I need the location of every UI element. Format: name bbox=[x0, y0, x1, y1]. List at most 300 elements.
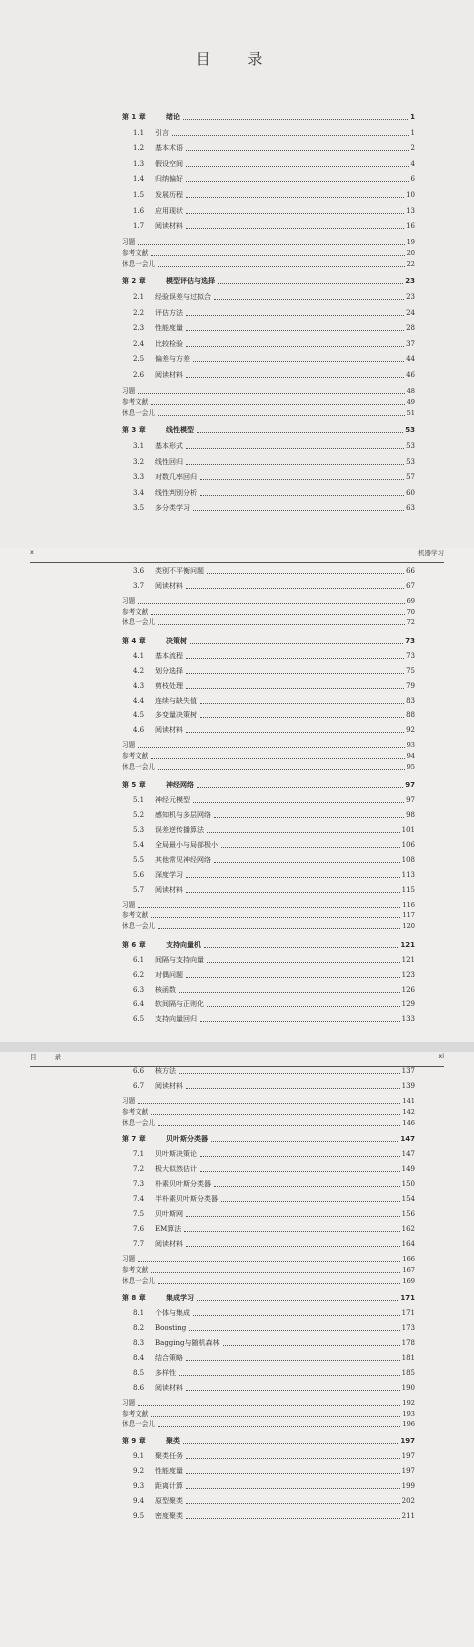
toc-entry-label: 习题 bbox=[122, 741, 136, 750]
dot-leader bbox=[186, 346, 404, 347]
toc-entry-label: 阅读材料 bbox=[155, 581, 183, 590]
toc-entry-label: 集成学习 bbox=[166, 1293, 194, 1302]
toc-page-number: 178 bbox=[401, 1338, 415, 1347]
toc-page-number: 95 bbox=[406, 762, 415, 771]
toc-page-number: 28 bbox=[406, 324, 415, 333]
toc-chapter-entry[interactable] bbox=[122, 1291, 415, 1303]
toc-section-entry[interactable] bbox=[133, 157, 415, 169]
toc-section-entry[interactable] bbox=[133, 1064, 415, 1076]
toc-entry-number: 9.2 bbox=[133, 1467, 145, 1476]
toc-section-entry[interactable] bbox=[133, 1147, 415, 1159]
dot-leader bbox=[186, 464, 404, 465]
toc-entry-label: Bagging与随机森林 bbox=[155, 1338, 220, 1347]
toc-entry-label: 神经元模型 bbox=[155, 796, 190, 805]
dot-leader bbox=[138, 393, 404, 394]
toc-entry-label: 决策树 bbox=[166, 636, 187, 645]
toc-page-number: 48 bbox=[406, 386, 415, 395]
toc-entry-label: 距离计算 bbox=[155, 1482, 183, 1491]
toc-entry-label: 评估方法 bbox=[155, 308, 183, 317]
dot-leader bbox=[158, 769, 405, 770]
toc-page-number: 20 bbox=[406, 249, 415, 258]
toc-page-number: 146 bbox=[402, 1118, 415, 1127]
toc-entry-label: 个体与集成 bbox=[155, 1308, 190, 1317]
toc-section-entry[interactable] bbox=[133, 290, 415, 302]
toc-entry-number: 5.6 bbox=[133, 870, 145, 879]
toc-page-number: 46 bbox=[406, 371, 415, 380]
dot-leader bbox=[207, 1006, 400, 1007]
toc-entry-number: 7.6 bbox=[133, 1225, 145, 1234]
toc-entry-number: 5.3 bbox=[133, 826, 145, 835]
toc-section-entry[interactable] bbox=[133, 486, 415, 498]
toc-entry-number: 5.2 bbox=[133, 811, 145, 820]
toc-page-number: 19 bbox=[406, 237, 415, 246]
toc-entry-label: 极大似然估计 bbox=[155, 1165, 197, 1174]
dot-leader bbox=[186, 877, 400, 878]
toc-page-number: 117 bbox=[402, 911, 415, 920]
dot-leader bbox=[193, 510, 404, 511]
toc-entry-label: 习题 bbox=[122, 900, 136, 909]
toc-section-entry[interactable] bbox=[133, 1336, 415, 1348]
toc-page-number: 23 bbox=[405, 277, 415, 286]
toc-chapter-entry[interactable] bbox=[122, 634, 415, 646]
toc-misc-entry[interactable] bbox=[122, 1274, 415, 1286]
toc-chapter-entry[interactable] bbox=[122, 274, 415, 286]
toc-entry-number: 第 4 章 bbox=[122, 636, 146, 645]
dot-leader bbox=[200, 1171, 400, 1172]
dot-leader bbox=[207, 832, 400, 833]
toc-page-number: 60 bbox=[406, 488, 415, 497]
dot-leader bbox=[186, 588, 404, 589]
dot-leader bbox=[186, 181, 409, 182]
dot-leader bbox=[186, 213, 404, 214]
toc-chapter-entry[interactable] bbox=[122, 1132, 415, 1144]
toc-entry-label: 休息一会儿 bbox=[122, 618, 155, 627]
toc-page-number: 126 bbox=[401, 985, 415, 994]
page-title: 目 录 bbox=[195, 50, 279, 68]
toc-entry-number: 7.5 bbox=[133, 1210, 145, 1219]
toc-section-entry[interactable] bbox=[133, 953, 415, 965]
toc-entry-number: 4.4 bbox=[133, 696, 145, 705]
dot-leader bbox=[186, 448, 404, 449]
toc-misc-entry[interactable] bbox=[122, 919, 415, 931]
toc-page-number: 199 bbox=[401, 1482, 415, 1491]
toc-entry-number: 5.4 bbox=[133, 841, 145, 850]
dot-leader bbox=[186, 1246, 400, 1247]
toc-section-entry[interactable] bbox=[133, 1192, 415, 1204]
toc-section-entry[interactable] bbox=[133, 1012, 415, 1024]
toc-page-number: 83 bbox=[406, 696, 415, 705]
toc-entry-number: 3.6 bbox=[133, 567, 145, 575]
toc-entry-label: 引言 bbox=[155, 128, 169, 137]
toc-page-number: 193 bbox=[402, 1409, 415, 1418]
toc-page-number: 173 bbox=[401, 1323, 415, 1332]
toc-entry-number: 1.7 bbox=[133, 222, 145, 231]
toc-page-number: 116 bbox=[402, 900, 415, 909]
toc-misc-entry[interactable] bbox=[122, 235, 415, 247]
toc-misc-entry[interactable] bbox=[122, 384, 415, 396]
toc-page-number: 121 bbox=[401, 955, 415, 964]
toc-page-number: 1 bbox=[410, 113, 415, 121]
toc-page-number: 49 bbox=[406, 397, 415, 406]
dot-leader bbox=[158, 415, 405, 416]
dot-leader bbox=[214, 862, 400, 863]
toc-entry-label: 阅读材料 bbox=[155, 1383, 183, 1392]
dot-leader bbox=[183, 119, 408, 120]
toc-section-entry[interactable] bbox=[133, 793, 415, 805]
toc-page-number: 202 bbox=[401, 1497, 415, 1506]
toc-entry-label: 核方法 bbox=[155, 1067, 176, 1075]
toc-page-number: 171 bbox=[400, 1293, 415, 1302]
toc-entry-label: 划分选择 bbox=[155, 666, 183, 675]
toc-section-entry[interactable] bbox=[133, 1509, 415, 1521]
toc-entry-label: 休息一会儿 bbox=[122, 762, 155, 771]
page-number-roman: x bbox=[30, 548, 42, 556]
toc-section-entry[interactable] bbox=[133, 337, 415, 349]
toc-section-entry[interactable] bbox=[133, 968, 415, 980]
toc-section-entry[interactable] bbox=[133, 708, 415, 720]
toc-entry-label: 休息一会儿 bbox=[122, 1277, 155, 1285]
toc-entry-label: 线性判别分析 bbox=[155, 488, 197, 497]
toc-section-entry[interactable] bbox=[133, 219, 415, 231]
toc-section-entry[interactable] bbox=[133, 126, 415, 138]
dot-leader bbox=[186, 377, 404, 378]
dot-leader bbox=[186, 688, 404, 689]
toc-entry-label: 多分类学习 bbox=[155, 504, 190, 513]
toc-page-number: 73 bbox=[406, 651, 415, 660]
toc-page-number: 164 bbox=[401, 1240, 415, 1249]
toc-entry-label: 聚类 bbox=[166, 1437, 180, 1446]
toc-page-2 bbox=[0, 548, 474, 1042]
toc-section-entry[interactable] bbox=[133, 1494, 415, 1506]
toc-section-entry[interactable] bbox=[133, 501, 415, 513]
toc-entry-number: 8.2 bbox=[133, 1323, 145, 1332]
toc-section-entry[interactable] bbox=[133, 1366, 415, 1378]
toc-page-number: 137 bbox=[401, 1067, 415, 1075]
toc-section-entry[interactable] bbox=[133, 883, 415, 895]
toc-page-number: 67 bbox=[406, 581, 415, 590]
toc-entry-label: 阅读材料 bbox=[155, 885, 183, 894]
dot-leader bbox=[183, 1443, 398, 1444]
dot-leader bbox=[186, 658, 404, 659]
toc-page-number: 108 bbox=[401, 855, 415, 864]
toc-entry-label: 休息一会儿 bbox=[122, 1420, 155, 1429]
toc-misc-entry[interactable] bbox=[122, 257, 415, 269]
toc-entry-label: 基本形式 bbox=[155, 441, 183, 450]
dot-leader bbox=[207, 962, 400, 963]
toc-section-entry[interactable] bbox=[133, 172, 415, 184]
header-rule bbox=[30, 562, 444, 563]
toc-misc-entry[interactable] bbox=[122, 246, 415, 258]
dot-leader bbox=[221, 1201, 400, 1202]
toc-section-entry[interactable] bbox=[133, 1479, 415, 1491]
toc-section-entry[interactable] bbox=[133, 679, 415, 691]
toc-entry-number: 7.4 bbox=[133, 1195, 145, 1204]
toc-page-number: 150 bbox=[401, 1180, 415, 1189]
page-number-roman: xi bbox=[438, 1052, 444, 1060]
toc-entry-label: 线性模型 bbox=[166, 426, 194, 435]
toc-section-entry[interactable] bbox=[133, 1464, 415, 1476]
dot-leader bbox=[221, 847, 400, 848]
toc-entry-number: 6.4 bbox=[133, 1000, 145, 1009]
toc-page-number: 162 bbox=[401, 1225, 415, 1234]
toc-entry-label: 参考文献 bbox=[122, 911, 149, 920]
toc-page-number: 211 bbox=[401, 1512, 415, 1521]
toc-entry-number: 第 8 章 bbox=[122, 1293, 146, 1302]
toc-section-entry[interactable] bbox=[133, 204, 415, 216]
dot-leader bbox=[189, 1330, 399, 1331]
toc-entry-number: 4.2 bbox=[133, 666, 145, 675]
dot-leader bbox=[214, 1186, 400, 1187]
toc-entry-label: 基本术语 bbox=[155, 144, 183, 153]
toc-entry-number: 8.1 bbox=[133, 1308, 145, 1317]
toc-entry-label: 参考文献 bbox=[122, 1107, 149, 1116]
toc-page-number: 75 bbox=[406, 666, 415, 675]
toc-entry-number: 8.3 bbox=[133, 1338, 145, 1347]
toc-entry-label: 比较检验 bbox=[155, 339, 183, 348]
toc-page-number: 63 bbox=[406, 504, 415, 513]
dot-leader bbox=[186, 732, 404, 733]
toc-entry-number: 3.4 bbox=[133, 488, 145, 497]
toc-page-number: 181 bbox=[401, 1353, 415, 1362]
toc-page-number: 147 bbox=[401, 1150, 415, 1159]
toc-entry-number: 1.5 bbox=[133, 191, 145, 199]
toc-entry-label: 参考文献 bbox=[122, 1266, 149, 1275]
dot-leader bbox=[214, 817, 404, 818]
toc-misc-entry[interactable] bbox=[122, 406, 415, 418]
dot-leader bbox=[214, 299, 404, 300]
toc-page-number: 44 bbox=[406, 355, 415, 364]
toc-entry-label: 习题 bbox=[122, 596, 136, 605]
toc-section-entry[interactable] bbox=[133, 853, 415, 865]
toc-entry-label: 绪论 bbox=[166, 113, 180, 121]
dot-leader bbox=[186, 197, 404, 198]
toc-misc-entry[interactable] bbox=[122, 615, 415, 627]
toc-section-entry[interactable] bbox=[133, 564, 415, 576]
toc-entry-label: 多变量决策树 bbox=[155, 711, 197, 720]
toc-entry-number: 8.4 bbox=[133, 1353, 145, 1362]
toc-section-entry[interactable] bbox=[133, 1207, 415, 1219]
toc-section-entry[interactable] bbox=[133, 868, 415, 880]
toc-section-entry[interactable] bbox=[133, 1306, 415, 1318]
dot-leader bbox=[179, 1375, 400, 1376]
dot-leader bbox=[218, 283, 403, 284]
toc-section-entry[interactable] bbox=[133, 723, 415, 735]
dot-leader bbox=[200, 1021, 400, 1022]
toc-section-entry[interactable] bbox=[133, 694, 415, 706]
dot-leader bbox=[138, 244, 404, 245]
toc-entry-number: 4.3 bbox=[133, 681, 145, 690]
toc-entry-number: 8.6 bbox=[133, 1383, 145, 1392]
toc-section-entry[interactable] bbox=[133, 1162, 415, 1174]
toc-page-number: 51 bbox=[406, 409, 415, 418]
toc-entry-number: 5.1 bbox=[133, 796, 145, 805]
toc-entry-label: 对偶问题 bbox=[155, 970, 183, 979]
toc-chapter-entry[interactable] bbox=[122, 423, 415, 435]
dot-leader bbox=[186, 166, 409, 167]
toc-entry-number: 5.7 bbox=[133, 885, 145, 894]
toc-entry-number: 6.1 bbox=[133, 955, 145, 964]
toc-entry-number: 2.5 bbox=[133, 355, 145, 364]
toc-page-number: 53 bbox=[405, 426, 415, 435]
toc-entry-number: 6.6 bbox=[133, 1067, 145, 1075]
toc-section-entry[interactable] bbox=[133, 997, 415, 1009]
toc-chapter-entry[interactable] bbox=[122, 938, 415, 950]
toc-page-number: 169 bbox=[402, 1277, 415, 1285]
toc-entry-label: 密度聚类 bbox=[155, 1512, 183, 1521]
toc-page-number: 196 bbox=[402, 1420, 415, 1429]
toc-page-number: 141 bbox=[402, 1097, 415, 1105]
toc-entry-number: 第 5 章 bbox=[122, 781, 146, 790]
dot-leader bbox=[186, 1458, 400, 1459]
toc-page-number: 113 bbox=[401, 870, 415, 879]
toc-misc-entry[interactable] bbox=[122, 1116, 415, 1128]
toc-page-number: 101 bbox=[401, 826, 415, 835]
toc-entry-label: 偏差与方差 bbox=[155, 355, 190, 364]
toc-entry-number: 1.3 bbox=[133, 159, 145, 168]
toc-entry-number: 2.4 bbox=[133, 339, 145, 348]
toc-page-1 bbox=[0, 0, 474, 548]
dot-leader bbox=[200, 717, 404, 718]
toc-section-entry[interactable] bbox=[133, 1177, 415, 1189]
toc-entry-label: 性能度量 bbox=[155, 1467, 183, 1476]
dot-leader bbox=[200, 495, 404, 496]
toc-section-entry[interactable] bbox=[133, 1237, 415, 1249]
toc-page-number: 70 bbox=[406, 607, 415, 616]
dot-leader bbox=[200, 703, 404, 704]
toc-entry-label: 神经网络 bbox=[166, 781, 194, 790]
toc-misc-entry[interactable] bbox=[122, 760, 415, 772]
toc-entry-number: 2.6 bbox=[133, 371, 145, 380]
toc-entry-number: 第 3 章 bbox=[122, 426, 146, 435]
toc-section-entry[interactable] bbox=[133, 1079, 415, 1091]
toc-entry-label: 连续与缺失值 bbox=[155, 696, 197, 705]
toc-entry-label: 休息一会儿 bbox=[122, 1118, 155, 1127]
toc-entry-label: 半朴素贝叶斯分类器 bbox=[155, 1195, 218, 1204]
toc-section-entry[interactable] bbox=[133, 321, 415, 333]
toc-entry-number: 2.2 bbox=[133, 308, 145, 317]
toc-section-entry[interactable] bbox=[133, 455, 415, 467]
dot-leader bbox=[186, 1503, 400, 1504]
toc-page-number: 6 bbox=[410, 175, 415, 184]
toc-entry-label: EM算法 bbox=[155, 1225, 182, 1234]
dot-leader bbox=[186, 1360, 400, 1361]
toc-section-entry[interactable] bbox=[133, 838, 415, 850]
toc-section-entry[interactable] bbox=[133, 141, 415, 153]
toc-misc-entry[interactable] bbox=[122, 1417, 415, 1429]
toc-page-number: 167 bbox=[402, 1266, 415, 1275]
toc-page-number: 66 bbox=[406, 567, 415, 575]
toc-section-entry[interactable] bbox=[133, 983, 415, 995]
toc-page-number: 142 bbox=[402, 1107, 415, 1116]
toc-section-entry[interactable] bbox=[133, 1381, 415, 1393]
dot-leader bbox=[151, 255, 404, 256]
toc-section-entry[interactable] bbox=[133, 1222, 415, 1234]
toc-misc-entry[interactable] bbox=[122, 395, 415, 407]
toc-entry-number: 2.3 bbox=[133, 324, 145, 333]
toc-page-number: 190 bbox=[401, 1383, 415, 1392]
dot-leader bbox=[151, 404, 404, 405]
dot-leader bbox=[197, 432, 403, 433]
toc-entry-label: 支持向量回归 bbox=[155, 1015, 197, 1024]
toc-section-entry[interactable] bbox=[133, 1351, 415, 1363]
toc-entry-number: 4.6 bbox=[133, 726, 145, 735]
toc-entry-label: 参考文献 bbox=[122, 607, 149, 616]
toc-page-number: 1 bbox=[410, 128, 415, 137]
toc-page-number: 120 bbox=[402, 922, 415, 931]
toc-entry-number: 9.1 bbox=[133, 1452, 145, 1461]
toc-page-number: 149 bbox=[401, 1165, 415, 1174]
dot-leader bbox=[193, 1315, 400, 1316]
toc-entry-label: 阅读材料 bbox=[155, 1240, 183, 1249]
toc-section-entry[interactable] bbox=[133, 649, 415, 661]
toc-page-number: 121 bbox=[400, 940, 415, 949]
toc-section-entry[interactable] bbox=[133, 1321, 415, 1333]
dot-leader bbox=[186, 892, 400, 893]
dot-leader bbox=[158, 928, 400, 929]
toc-section-entry[interactable] bbox=[133, 1449, 415, 1461]
toc-entry-number: 4.1 bbox=[133, 651, 145, 660]
toc-entry-label: 结合策略 bbox=[155, 1353, 183, 1362]
toc-section-entry[interactable] bbox=[133, 368, 415, 380]
toc-section-entry[interactable] bbox=[133, 470, 415, 482]
toc-page-number: 106 bbox=[401, 841, 415, 850]
toc-section-entry[interactable] bbox=[133, 664, 415, 676]
dot-leader bbox=[197, 787, 403, 788]
toc-entry-number: 9.5 bbox=[133, 1512, 145, 1521]
toc-entry-number: 6.3 bbox=[133, 985, 145, 994]
dot-leader bbox=[186, 1216, 400, 1217]
toc-entry-label: 贝叶斯网 bbox=[155, 1210, 183, 1219]
toc-entry-label: 朴素贝叶斯分类器 bbox=[155, 1180, 211, 1189]
toc-section-entry[interactable] bbox=[133, 439, 415, 451]
toc-chapter-entry[interactable] bbox=[122, 1434, 415, 1446]
dot-leader bbox=[184, 1231, 399, 1232]
toc-chapter-entry[interactable] bbox=[122, 778, 415, 790]
toc-page-number: 79 bbox=[406, 681, 415, 690]
toc-section-entry[interactable] bbox=[133, 808, 415, 820]
toc-page-number: 16 bbox=[406, 222, 415, 231]
dot-leader bbox=[197, 1300, 398, 1301]
toc-entry-number: 3.2 bbox=[133, 457, 145, 466]
toc-section-entry[interactable] bbox=[133, 823, 415, 835]
toc-entry-number: 9.3 bbox=[133, 1482, 145, 1491]
toc-entry-number: 6.7 bbox=[133, 1082, 145, 1090]
toc-entry-number: 第 6 章 bbox=[122, 940, 146, 949]
dot-leader bbox=[186, 315, 404, 316]
dot-leader bbox=[186, 977, 400, 978]
dot-leader bbox=[204, 947, 398, 948]
toc-page-number: 97 bbox=[406, 796, 415, 805]
toc-entry-label: 阅读材料 bbox=[155, 222, 183, 231]
toc-page-number: 93 bbox=[406, 741, 415, 750]
toc-entry-label: 多样性 bbox=[155, 1368, 176, 1377]
dot-leader bbox=[200, 479, 404, 480]
toc-page-number: 2 bbox=[410, 144, 415, 153]
toc-section-entry[interactable] bbox=[133, 352, 415, 364]
toc-entry-label: 线性回归 bbox=[155, 457, 183, 466]
toc-section-entry[interactable] bbox=[133, 306, 415, 318]
toc-entry-label: 休息一会儿 bbox=[122, 409, 155, 418]
toc-chapter-entry[interactable] bbox=[122, 110, 415, 122]
toc-entry-label: 聚类任务 bbox=[155, 1452, 183, 1461]
dot-leader bbox=[193, 361, 404, 362]
toc-section-entry[interactable] bbox=[133, 579, 415, 591]
toc-entry-number: 第 9 章 bbox=[122, 1437, 146, 1446]
toc-entry-label: 类别不平衡问题 bbox=[155, 567, 204, 575]
toc-entry-label: 对数几率回归 bbox=[155, 473, 197, 482]
toc-section-entry[interactable] bbox=[133, 188, 415, 200]
toc-entry-number: 第 1 章 bbox=[122, 113, 146, 121]
